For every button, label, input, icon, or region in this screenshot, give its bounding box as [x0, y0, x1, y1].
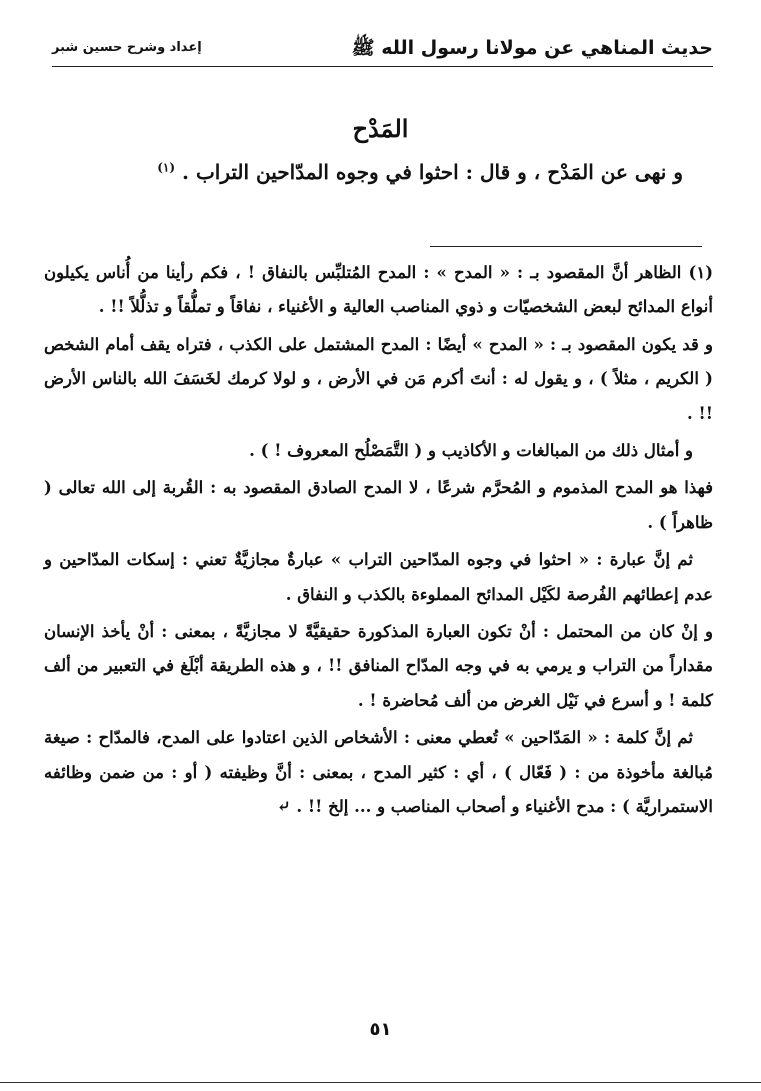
footnote-paragraph: ثم إنَّ عبارة : « احثوا في وجوه المدّاحين التراب » عبارةٌ مجازيَّةٌ تعني : إسكات المدّاحين و عدم إعطائهم الفُرصة لكَيْل المدائح المملوءة بالكذب و النفاق . — [44, 550, 713, 604]
footnote-paragraph: فهذا هو المدح المذموم و المُحرَّم شرعًا ، لا المدح الصادق المقصود به : القُربة إلى الله تعالى ( ظاهراً ) . — [44, 478, 713, 532]
book-title: حديث المناهي عن مولانا رسول الله ﷺ — [351, 37, 713, 59]
footnote-paragraph: و قد يكون المقصود بـ : « المدح » أيضًا : المدح المشتمل على الكذب ، فتراه يقف أمام الشخص ( الكريم ، مثلاً ) ، و يقول له : أنتَ أكرم مَن في الأرض ، و لولا كرمك لخَسَفَ الله بالناس الأرض !! . — [44, 334, 713, 423]
footnote-paragraph: و أمثال ذلك من المبالغات و الأكاذيب و ( التَّمَصْلُح المعروف ! ) . — [249, 441, 693, 461]
hadith-body: و نهى عن المَدْح ، و قال : احثوا في وجوه المدّاحين التراب . — [182, 160, 683, 184]
hadith-text — [83, 160, 683, 184]
footnote — [44, 256, 713, 828]
author-credit: إعداد وشرح حسين شبر — [52, 40, 202, 55]
header-divider — [52, 66, 713, 67]
page-bottom-edge — [0, 1082, 761, 1083]
footnote-divider — [430, 246, 702, 247]
running-header — [52, 32, 713, 66]
footnote-paragraph: و إنْ كان من المحتمل : أنْ تكون العبارة المذكورة حقيقيَّةً لا مجازيَّةً ، بمعنى : أنْ يأخذ الإنسان مقداراً من التراب و يرمي به في وجه المدّاح المنافق !! ، و هذه الطريقة أبْلَغ في التعبير من ألف كلمة ! و أسرع في نَيْل الغرض من ألف مُحاضرة ! . — [44, 622, 713, 710]
footnote-marker: (١) — [157, 160, 176, 175]
section-title: المَدْح — [352, 114, 409, 143]
page-number: ٥١ — [369, 1019, 392, 1040]
footnote-paragraph: (١) الظاهر أنَّ المقصود بـ : « المدح » : المدح المُتلبِّس بالنفاق ! ، فكم رأينا من أُناس يكيلون أنواع المدائح لبعض الشخصيّات و ذوي المناصب العالية و الأغنياء ، نفاقاً و تملُّقاً و تذلُّلاً !! . — [44, 263, 713, 317]
footnote-paragraph: ثم إنَّ كلمة : « المَدّاحين » تُعطي معنى : الأشخاص الذين اعتادوا على المدح، فالمدّاح : صيغة مُبالغة مأخوذة من : ( فَعّال ) ، أي : كثير المدح ، بمعنى : أنَّ وظيفته ( أو : من ضمن وظائفه الاستمراريَّة ) : مدح الأغنياء و أصحاب المناصب و ... إلخ !! . ⤶ — [44, 728, 713, 817]
